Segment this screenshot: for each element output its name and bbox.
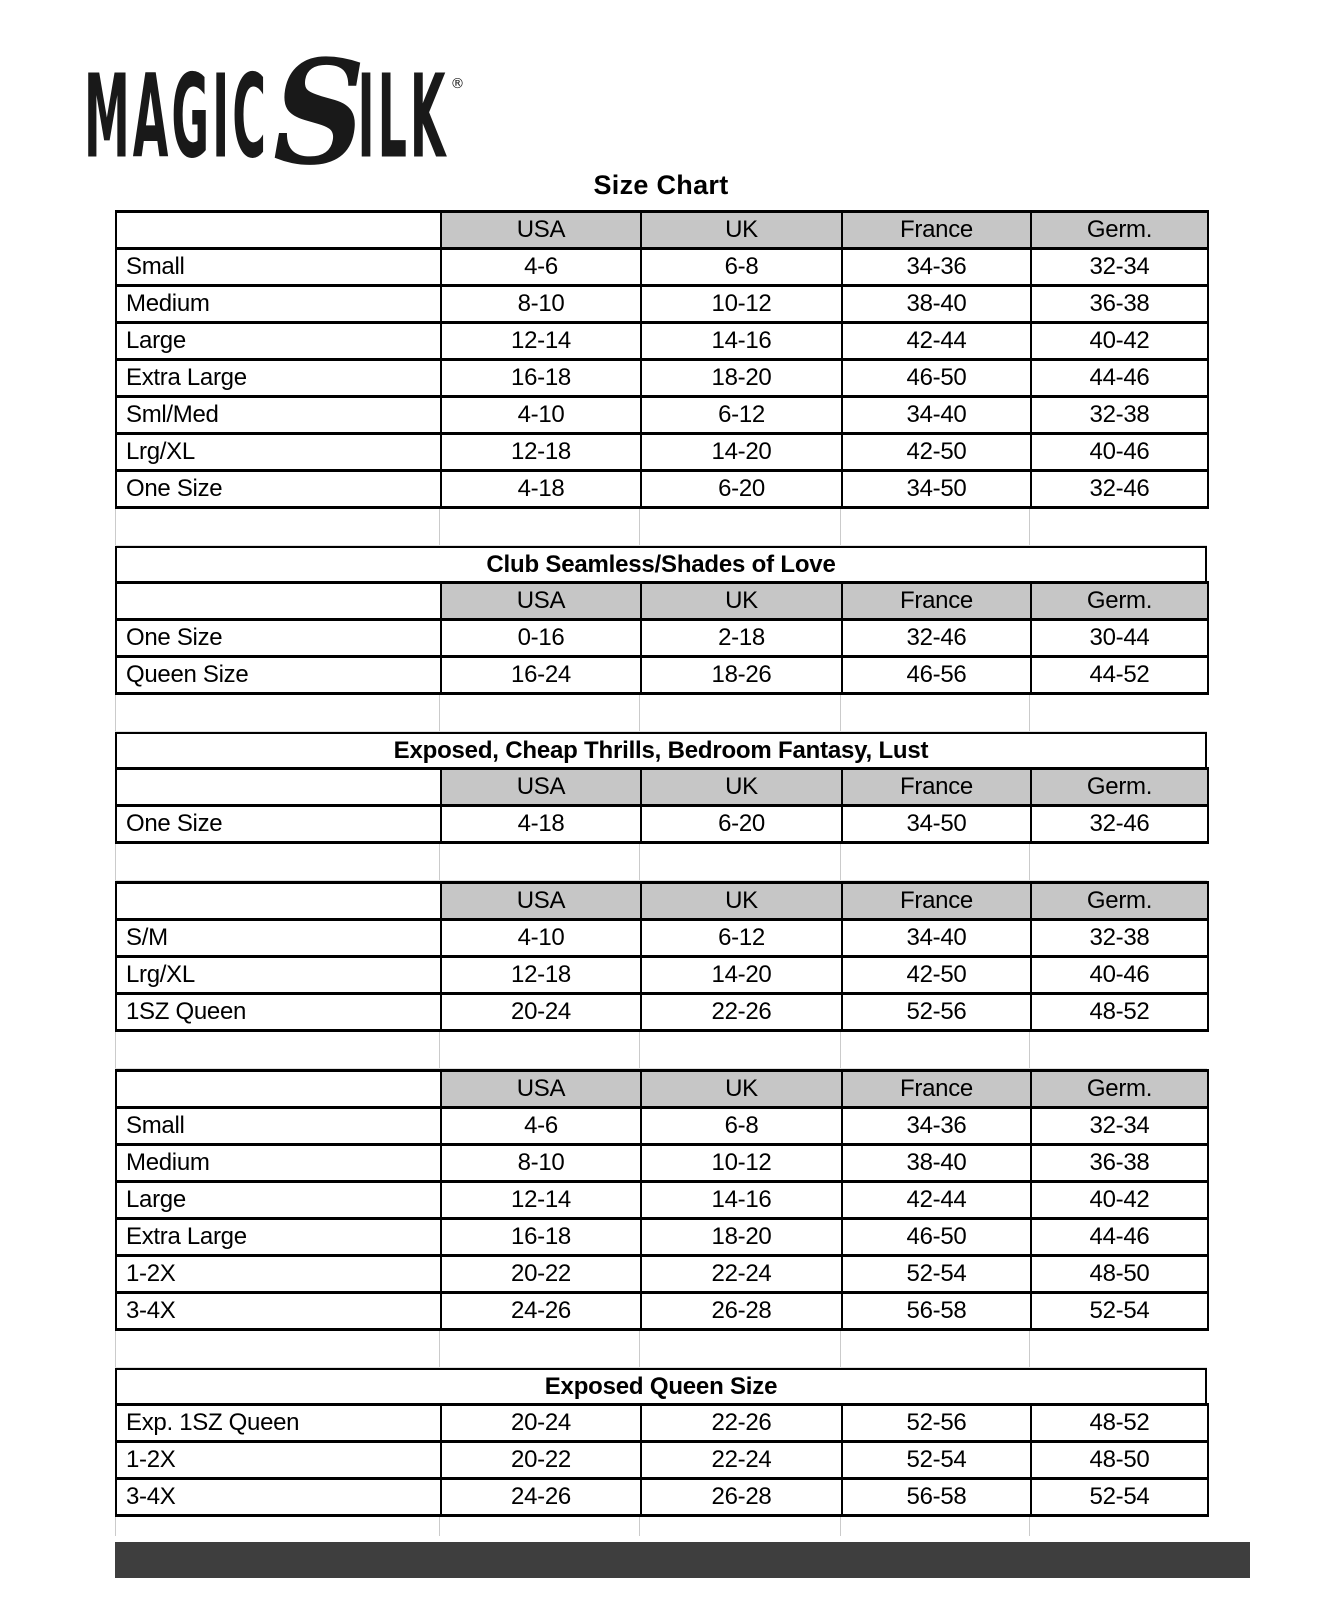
size-cell: 56-58 bbox=[842, 1293, 1031, 1330]
size-cell: 6-8 bbox=[641, 1108, 842, 1145]
table-row bbox=[116, 657, 1208, 694]
table-row bbox=[116, 1405, 1208, 1442]
column-header: UK bbox=[641, 583, 842, 620]
size-cell: 32-34 bbox=[1031, 1108, 1208, 1145]
size-cell: 20-24 bbox=[441, 994, 641, 1031]
blank-header-cell bbox=[116, 583, 441, 620]
page-title: Size Chart bbox=[593, 170, 729, 200]
separator-cell bbox=[440, 509, 640, 545]
separator-cell bbox=[841, 509, 1030, 545]
column-header: France bbox=[842, 1071, 1031, 1108]
table-row bbox=[116, 397, 1208, 434]
size-cell: 22-26 bbox=[641, 1405, 842, 1442]
separator-cell bbox=[115, 1331, 440, 1367]
separator-cell bbox=[1030, 509, 1207, 545]
table-row bbox=[116, 1293, 1208, 1330]
size-cell: 48-50 bbox=[1031, 1442, 1208, 1479]
size-cell: 42-44 bbox=[842, 1182, 1031, 1219]
size-cell: 12-14 bbox=[441, 1182, 641, 1219]
table-row bbox=[116, 323, 1208, 360]
size-cell: 18-20 bbox=[641, 360, 842, 397]
size-table bbox=[115, 881, 1209, 1032]
size-cell: 6-20 bbox=[641, 471, 842, 508]
size-cell: 38-40 bbox=[842, 1145, 1031, 1182]
separator-cell bbox=[640, 695, 841, 731]
table-row bbox=[116, 1442, 1208, 1479]
separator-cell bbox=[1030, 1032, 1207, 1068]
size-cell: 26-28 bbox=[641, 1479, 842, 1516]
size-cell: 40-46 bbox=[1031, 957, 1208, 994]
size-cell: 6-20 bbox=[641, 806, 842, 843]
size-cell: 6-12 bbox=[641, 397, 842, 434]
blank-header-cell bbox=[116, 212, 441, 249]
table-row bbox=[116, 1182, 1208, 1219]
size-cell: 26-28 bbox=[641, 1293, 842, 1330]
row-label: Extra Large bbox=[116, 360, 441, 397]
table-row bbox=[116, 471, 1208, 508]
size-table bbox=[115, 767, 1209, 844]
logo-text-magic: MAGIC bbox=[84, 49, 270, 184]
separator-cell bbox=[1030, 1517, 1207, 1536]
column-header: France bbox=[842, 769, 1031, 806]
row-separator bbox=[115, 1517, 1207, 1536]
row-label: Large bbox=[116, 323, 441, 360]
size-cell: 52-56 bbox=[842, 1405, 1031, 1442]
size-cell: 4-10 bbox=[441, 397, 641, 434]
size-cell: 4-6 bbox=[441, 1108, 641, 1145]
size-cell: 34-50 bbox=[842, 471, 1031, 508]
size-cell: 44-46 bbox=[1031, 1219, 1208, 1256]
column-header: USA bbox=[441, 583, 641, 620]
size-cell: 36-38 bbox=[1031, 286, 1208, 323]
row-label: 3-4X bbox=[116, 1293, 441, 1330]
registered-trademark-icon: ® bbox=[450, 76, 465, 92]
separator-cell bbox=[640, 1517, 841, 1536]
size-cell: 4-6 bbox=[441, 249, 641, 286]
table-row bbox=[116, 806, 1208, 843]
size-cell: 0-16 bbox=[441, 620, 641, 657]
column-header: Germ. bbox=[1031, 583, 1208, 620]
size-cell: 18-26 bbox=[641, 657, 842, 694]
separator-cell bbox=[115, 1032, 440, 1068]
size-table bbox=[115, 1403, 1209, 1517]
table-row bbox=[116, 1256, 1208, 1293]
column-header: USA bbox=[441, 212, 641, 249]
size-cell: 22-24 bbox=[641, 1256, 842, 1293]
separator-cell bbox=[440, 1517, 640, 1536]
separator-cell bbox=[841, 844, 1030, 880]
table-header-row bbox=[116, 769, 1208, 806]
row-separator bbox=[115, 1331, 1207, 1368]
size-cell: 4-18 bbox=[441, 471, 641, 508]
separator-cell bbox=[440, 1331, 640, 1367]
table-header-row bbox=[116, 583, 1208, 620]
size-cell: 52-54 bbox=[842, 1442, 1031, 1479]
row-label: 1-2X bbox=[116, 1442, 441, 1479]
size-cell: 4-10 bbox=[441, 920, 641, 957]
table-row bbox=[116, 286, 1208, 323]
table-header-row bbox=[116, 1071, 1208, 1108]
size-cell: 48-50 bbox=[1031, 1256, 1208, 1293]
size-cell: 14-20 bbox=[641, 957, 842, 994]
column-header: UK bbox=[641, 1071, 842, 1108]
size-cell: 14-16 bbox=[641, 1182, 842, 1219]
column-header: USA bbox=[441, 1071, 641, 1108]
size-cell: 46-56 bbox=[842, 657, 1031, 694]
separator-cell bbox=[115, 844, 440, 880]
separator-cell bbox=[440, 1032, 640, 1068]
row-label: Exp. 1SZ Queen bbox=[116, 1405, 441, 1442]
row-label: Medium bbox=[116, 1145, 441, 1182]
separator-cell bbox=[115, 1517, 440, 1536]
size-cell: 8-10 bbox=[441, 1145, 641, 1182]
size-cell: 12-18 bbox=[441, 434, 641, 471]
row-label: Extra Large bbox=[116, 1219, 441, 1256]
table-row bbox=[116, 1145, 1208, 1182]
row-separator bbox=[115, 844, 1207, 881]
separator-cell bbox=[841, 1032, 1030, 1068]
table-row bbox=[116, 249, 1208, 286]
size-cell: 52-56 bbox=[842, 994, 1031, 1031]
row-label: Queen Size bbox=[116, 657, 441, 694]
size-cell: 40-42 bbox=[1031, 323, 1208, 360]
separator-cell bbox=[841, 695, 1030, 731]
size-cell: 8-10 bbox=[441, 286, 641, 323]
size-cell: 30-44 bbox=[1031, 620, 1208, 657]
size-cell: 46-50 bbox=[842, 1219, 1031, 1256]
size-cell: 32-46 bbox=[1031, 471, 1208, 508]
size-cell: 20-22 bbox=[441, 1256, 641, 1293]
row-label: Lrg/XL bbox=[116, 957, 441, 994]
size-cell: 52-54 bbox=[842, 1256, 1031, 1293]
size-cell: 20-22 bbox=[441, 1442, 641, 1479]
row-separator bbox=[115, 695, 1207, 732]
size-cell: 34-40 bbox=[842, 920, 1031, 957]
row-separator bbox=[115, 1032, 1207, 1069]
row-label: 1-2X bbox=[116, 1256, 441, 1293]
size-cell: 32-34 bbox=[1031, 249, 1208, 286]
separator-cell bbox=[1030, 695, 1207, 731]
size-cell: 34-40 bbox=[842, 397, 1031, 434]
size-cell: 14-16 bbox=[641, 323, 842, 360]
row-label: Medium bbox=[116, 286, 441, 323]
table-header-row bbox=[116, 883, 1208, 920]
table-row bbox=[116, 1479, 1208, 1516]
column-header: Germ. bbox=[1031, 212, 1208, 249]
size-cell: 34-36 bbox=[842, 249, 1031, 286]
size-cell: 48-52 bbox=[1031, 1405, 1208, 1442]
column-header: USA bbox=[441, 769, 641, 806]
size-cell: 16-18 bbox=[441, 1219, 641, 1256]
size-cell: 46-50 bbox=[842, 360, 1031, 397]
section-title: Exposed Queen Size bbox=[115, 1368, 1207, 1403]
column-header: France bbox=[842, 212, 1031, 249]
size-cell: 44-46 bbox=[1031, 360, 1208, 397]
size-cell: 48-52 bbox=[1031, 994, 1208, 1031]
separator-cell bbox=[1030, 844, 1207, 880]
size-cell: 22-24 bbox=[641, 1442, 842, 1479]
size-table bbox=[115, 1069, 1209, 1331]
separator-cell bbox=[640, 509, 841, 545]
row-label: One Size bbox=[116, 806, 441, 843]
table-row bbox=[116, 920, 1208, 957]
table-header-row bbox=[116, 212, 1208, 249]
size-cell: 52-54 bbox=[1031, 1479, 1208, 1516]
column-header: USA bbox=[441, 883, 641, 920]
size-cell: 42-44 bbox=[842, 323, 1031, 360]
size-cell: 40-46 bbox=[1031, 434, 1208, 471]
size-cell: 56-58 bbox=[842, 1479, 1031, 1516]
separator-cell bbox=[1030, 1331, 1207, 1367]
column-header: UK bbox=[641, 769, 842, 806]
size-cell: 42-50 bbox=[842, 434, 1031, 471]
size-cell: 22-26 bbox=[641, 994, 842, 1031]
size-cell: 2-18 bbox=[641, 620, 842, 657]
size-cell: 40-42 bbox=[1031, 1182, 1208, 1219]
size-cell: 20-24 bbox=[441, 1405, 641, 1442]
separator-cell bbox=[440, 695, 640, 731]
column-header: UK bbox=[641, 212, 842, 249]
table-row bbox=[116, 620, 1208, 657]
blank-header-cell bbox=[116, 883, 441, 920]
size-cell: 34-50 bbox=[842, 806, 1031, 843]
table-row bbox=[116, 434, 1208, 471]
separator-cell bbox=[640, 844, 841, 880]
table-row bbox=[116, 360, 1208, 397]
logo-text-silk-s: S bbox=[273, 29, 366, 198]
size-cell: 42-50 bbox=[842, 957, 1031, 994]
size-tables bbox=[115, 210, 1207, 1536]
separator-cell bbox=[640, 1331, 841, 1367]
brand-logo bbox=[84, 29, 465, 198]
column-header: UK bbox=[641, 883, 842, 920]
size-cell: 16-18 bbox=[441, 360, 641, 397]
separator-cell bbox=[440, 844, 640, 880]
size-cell: 6-12 bbox=[641, 920, 842, 957]
size-cell: 36-38 bbox=[1031, 1145, 1208, 1182]
size-cell: 6-8 bbox=[641, 249, 842, 286]
row-label: 3-4X bbox=[116, 1479, 441, 1516]
size-cell: 4-18 bbox=[441, 806, 641, 843]
size-cell: 10-12 bbox=[641, 1145, 842, 1182]
size-table bbox=[115, 210, 1209, 509]
row-label: One Size bbox=[116, 471, 441, 508]
separator-cell bbox=[841, 1517, 1030, 1536]
row-label: Large bbox=[116, 1182, 441, 1219]
table-row bbox=[116, 1108, 1208, 1145]
size-cell: 10-12 bbox=[641, 286, 842, 323]
size-cell: 12-18 bbox=[441, 957, 641, 994]
table-row bbox=[116, 957, 1208, 994]
column-header: Germ. bbox=[1031, 769, 1208, 806]
size-cell: 32-46 bbox=[1031, 806, 1208, 843]
blank-header-cell bbox=[116, 769, 441, 806]
separator-cell bbox=[841, 1331, 1030, 1367]
separator-cell bbox=[640, 1032, 841, 1068]
row-label: Small bbox=[116, 249, 441, 286]
blank-header-cell bbox=[116, 1071, 441, 1108]
separator-cell bbox=[115, 695, 440, 731]
column-header: Germ. bbox=[1031, 1071, 1208, 1108]
separator-cell bbox=[115, 509, 440, 545]
row-label: Lrg/XL bbox=[116, 434, 441, 471]
size-cell: 32-38 bbox=[1031, 397, 1208, 434]
size-cell: 12-14 bbox=[441, 323, 641, 360]
logo-text-silk-ilk: ILK bbox=[357, 49, 449, 184]
size-cell: 32-38 bbox=[1031, 920, 1208, 957]
size-cell: 32-46 bbox=[842, 620, 1031, 657]
size-cell: 34-36 bbox=[842, 1108, 1031, 1145]
size-cell: 44-52 bbox=[1031, 657, 1208, 694]
row-label: Small bbox=[116, 1108, 441, 1145]
column-header: France bbox=[842, 883, 1031, 920]
column-header: France bbox=[842, 583, 1031, 620]
section-title: Club Seamless/Shades of Love bbox=[115, 546, 1207, 581]
size-table bbox=[115, 581, 1209, 695]
row-separator bbox=[115, 509, 1207, 546]
size-cell: 18-20 bbox=[641, 1219, 842, 1256]
table-row bbox=[116, 994, 1208, 1031]
size-cell: 16-24 bbox=[441, 657, 641, 694]
row-label: Sml/Med bbox=[116, 397, 441, 434]
size-cell: 24-26 bbox=[441, 1293, 641, 1330]
size-cell: 38-40 bbox=[842, 286, 1031, 323]
row-label: S/M bbox=[116, 920, 441, 957]
size-cell: 14-20 bbox=[641, 434, 842, 471]
size-cell: 52-54 bbox=[1031, 1293, 1208, 1330]
bottom-bar bbox=[115, 1542, 1250, 1578]
size-cell: 24-26 bbox=[441, 1479, 641, 1516]
column-header: Germ. bbox=[1031, 883, 1208, 920]
table-row bbox=[116, 1219, 1208, 1256]
row-label: One Size bbox=[116, 620, 441, 657]
row-label: 1SZ Queen bbox=[116, 994, 441, 1031]
section-title: Exposed, Cheap Thrills, Bedroom Fantasy, Lust bbox=[115, 732, 1207, 767]
